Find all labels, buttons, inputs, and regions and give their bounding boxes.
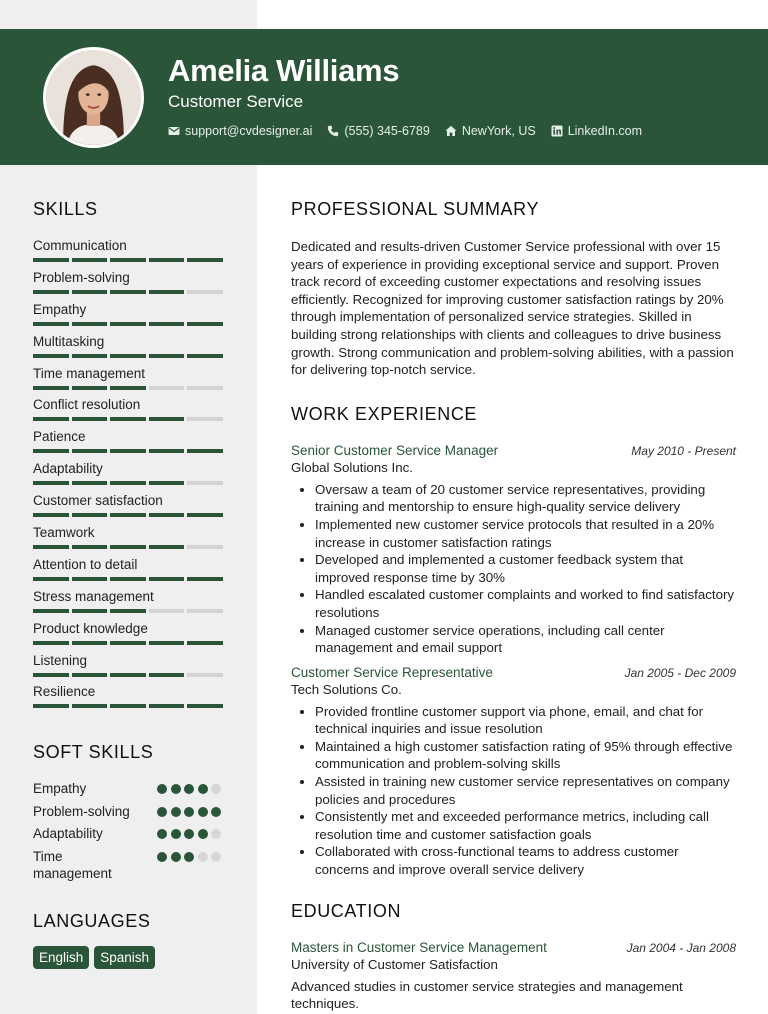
phone-icon bbox=[327, 125, 339, 137]
skill-level-segment bbox=[187, 513, 223, 517]
skill-level-segment bbox=[187, 386, 223, 390]
skill-level-segment bbox=[33, 577, 69, 581]
rating-dot bbox=[198, 807, 208, 817]
skill-level-segment bbox=[72, 481, 108, 485]
soft-skill-name: Empathy bbox=[33, 781, 87, 797]
rating-dot bbox=[211, 807, 221, 817]
contact-location bbox=[445, 124, 536, 138]
skill-level-bar bbox=[33, 322, 223, 326]
skill-item bbox=[33, 461, 223, 493]
skill-level-segment bbox=[33, 354, 69, 358]
skill-level-segment bbox=[110, 673, 146, 677]
skill-level-bar bbox=[33, 704, 223, 708]
skill-level-segment bbox=[33, 481, 69, 485]
skill-level-bar bbox=[33, 417, 223, 421]
education-entry bbox=[291, 940, 736, 1013]
job-bullet: • Developed and implemented a customer feedback system that improved response time by 30% bbox=[315, 551, 736, 586]
rating-dot bbox=[171, 807, 181, 817]
job-title: Customer Service Representative bbox=[291, 664, 493, 680]
skill-item bbox=[33, 238, 223, 270]
skill-name: Adaptability bbox=[33, 461, 103, 477]
main-content bbox=[291, 199, 736, 1013]
job-bullet: • Assisted in training new customer service representatives on company policies and procedures bbox=[315, 773, 736, 808]
skill-level-bar bbox=[33, 354, 223, 358]
soft-skill-name: Adaptability bbox=[33, 826, 103, 842]
soft-skills-list bbox=[33, 780, 223, 883]
skill-level-bar bbox=[33, 481, 223, 485]
profile-photo bbox=[43, 47, 144, 148]
soft-skill-name: Time management bbox=[33, 848, 112, 882]
skill-item bbox=[33, 429, 223, 461]
skill-level-segment bbox=[149, 322, 185, 326]
skill-name: Multitasking bbox=[33, 333, 105, 349]
skill-level-segment bbox=[149, 449, 185, 453]
skill-level-segment bbox=[187, 641, 223, 645]
soft-skills-section bbox=[33, 742, 223, 883]
contact-email[interactable] bbox=[168, 124, 312, 138]
rating-dot bbox=[171, 829, 181, 839]
skill-level-segment bbox=[72, 673, 108, 677]
skill-level-segment bbox=[110, 290, 146, 294]
skill-level-segment bbox=[33, 641, 69, 645]
job-entry bbox=[291, 665, 736, 879]
skill-item bbox=[33, 270, 223, 302]
soft-skill-rating bbox=[157, 852, 223, 862]
job-company: Tech Solutions Co. bbox=[291, 681, 402, 697]
skill-level-segment bbox=[33, 609, 69, 613]
work-experience-section bbox=[291, 404, 736, 879]
skill-level-segment bbox=[72, 641, 108, 645]
skill-level-bar bbox=[33, 609, 223, 613]
languages-list bbox=[33, 946, 223, 969]
contact-linkedin[interactable] bbox=[551, 124, 642, 138]
skill-level-segment bbox=[110, 417, 146, 421]
portrait-illustration bbox=[46, 50, 141, 145]
job-bullet: • Oversaw a team of 20 customer service representatives, providing training and mentorship to ensure high-quality service delivery bbox=[315, 481, 736, 516]
skill-level-segment bbox=[110, 609, 146, 613]
rating-dot bbox=[184, 852, 194, 862]
skill-level-bar bbox=[33, 577, 223, 581]
skill-level-segment bbox=[187, 577, 223, 581]
skill-level-segment bbox=[149, 354, 185, 358]
skill-level-segment bbox=[110, 513, 146, 517]
soft-skill-item bbox=[33, 825, 223, 843]
skill-level-segment bbox=[110, 354, 146, 358]
contact-email-text: support@cvdesigner.ai bbox=[185, 124, 313, 138]
skill-level-segment bbox=[149, 481, 185, 485]
skill-name: Attention to detail bbox=[33, 556, 138, 572]
skill-name: Customer satisfaction bbox=[33, 493, 163, 509]
skill-level-segment bbox=[110, 386, 146, 390]
soft-skill-item bbox=[33, 780, 223, 798]
skill-level-segment bbox=[110, 322, 146, 326]
skill-level-segment bbox=[149, 577, 185, 581]
skill-level-bar bbox=[33, 258, 223, 262]
skill-level-segment bbox=[33, 673, 69, 677]
languages-section bbox=[33, 911, 223, 969]
rating-dot bbox=[211, 784, 221, 794]
skill-level-segment bbox=[149, 609, 185, 613]
skill-item bbox=[33, 589, 223, 621]
skill-name: Product knowledge bbox=[33, 620, 148, 636]
skill-level-segment bbox=[33, 322, 69, 326]
skill-level-segment bbox=[110, 641, 146, 645]
soft-skill-item bbox=[33, 803, 223, 821]
rating-dot bbox=[157, 829, 167, 839]
skills-list bbox=[33, 238, 223, 716]
work-experience-heading: WORK EXPERIENCE bbox=[291, 403, 478, 424]
job-bullets bbox=[291, 703, 736, 879]
skill-level-segment bbox=[149, 673, 185, 677]
skill-item bbox=[33, 684, 223, 716]
skill-level-segment bbox=[72, 577, 108, 581]
job-dates: May 2010 - Present bbox=[631, 443, 736, 458]
rating-dot bbox=[157, 784, 167, 794]
skill-level-segment bbox=[72, 290, 108, 294]
job-bullet: • Provided frontline customer support via phone, email, and chat for technical inquiries and issue resolution bbox=[315, 703, 736, 738]
skill-level-segment bbox=[110, 577, 146, 581]
skill-level-segment bbox=[187, 322, 223, 326]
rating-dot bbox=[171, 852, 181, 862]
skill-level-bar bbox=[33, 290, 223, 294]
email-icon bbox=[168, 125, 180, 137]
rating-dot bbox=[184, 807, 194, 817]
education-heading: EDUCATION bbox=[291, 900, 402, 921]
sidebar bbox=[33, 199, 223, 969]
skill-level-segment bbox=[187, 481, 223, 485]
skill-level-segment bbox=[149, 704, 185, 708]
skill-name: Teamwork bbox=[33, 525, 95, 541]
contact-location-text: NewYork, US bbox=[461, 124, 536, 138]
skill-name: Listening bbox=[33, 652, 88, 668]
job-bullet: • Managed customer service operations, including call center management and email support bbox=[315, 622, 736, 657]
skill-level-segment bbox=[110, 545, 146, 549]
rating-dot bbox=[184, 784, 194, 794]
job-bullet: • Consistently met and exceeded performance metrics, including call resolution time and customer satisfaction goals bbox=[315, 808, 736, 843]
skill-level-segment bbox=[33, 449, 69, 453]
skill-level-segment bbox=[187, 609, 223, 613]
skill-level-segment bbox=[33, 258, 69, 262]
degree-title: Masters in Customer Service Management bbox=[291, 939, 547, 955]
skill-item bbox=[33, 302, 223, 334]
skill-level-bar bbox=[33, 513, 223, 517]
skill-level-bar bbox=[33, 641, 223, 645]
skill-level-segment bbox=[72, 545, 108, 549]
soft-skill-name: Problem-solving bbox=[33, 803, 130, 819]
job-bullet: • Handled escalated customer complaints and worked to find satisfactory resolutions bbox=[315, 586, 736, 621]
skill-item bbox=[33, 334, 223, 366]
skill-item bbox=[33, 493, 223, 525]
skill-level-segment bbox=[149, 417, 185, 421]
skill-level-segment bbox=[187, 290, 223, 294]
skill-name: Conflict resolution bbox=[33, 397, 141, 413]
languages-heading: LANGUAGES bbox=[33, 910, 151, 931]
skill-level-segment bbox=[149, 545, 185, 549]
rating-dot bbox=[198, 829, 208, 839]
skill-level-segment bbox=[72, 386, 108, 390]
skill-level-segment bbox=[187, 673, 223, 677]
education-dates: Jan 2004 - Jan 2008 bbox=[626, 940, 736, 955]
rating-dot bbox=[184, 829, 194, 839]
job-company: Global Solutions Inc. bbox=[291, 459, 413, 475]
skill-name: Patience bbox=[33, 429, 86, 445]
rating-dot bbox=[198, 852, 208, 862]
skill-level-segment bbox=[187, 417, 223, 421]
rating-dot bbox=[157, 852, 167, 862]
job-bullet: • Maintained a high customer satisfaction rating of 95% through effective communication and problem-solving skills bbox=[315, 738, 736, 773]
skill-level-segment bbox=[33, 545, 69, 549]
skill-level-segment bbox=[72, 354, 108, 358]
summary-text: Dedicated and results-driven Customer Service professional with over 15 years of experience in providing exceptional service and support. Proven track record of exceeding customer expectations and resolving issues efficiently. Recognized for improving customer satisfaction ratings by 20% through implementation of personalized service strategies. Skilled in building strong relationships with clients and colleagues to drive business growth. Strong communication and problem-solving abilities, with a passion for delivering top-notch service. bbox=[291, 239, 734, 378]
skill-name: Time management bbox=[33, 365, 146, 381]
skill-level-segment bbox=[187, 704, 223, 708]
skill-name: Stress management bbox=[33, 588, 154, 604]
skill-item bbox=[33, 366, 223, 398]
skill-level-segment bbox=[110, 449, 146, 453]
skill-level-segment bbox=[72, 513, 108, 517]
soft-skill-rating bbox=[157, 807, 223, 817]
soft-skill-rating bbox=[157, 829, 223, 839]
rating-dot bbox=[211, 829, 221, 839]
skill-level-segment bbox=[149, 386, 185, 390]
skill-level-segment bbox=[149, 290, 185, 294]
skill-level-segment bbox=[72, 449, 108, 453]
contact-phone[interactable] bbox=[327, 124, 429, 138]
contact-linkedin-text: LinkedIn.com bbox=[567, 124, 643, 138]
soft-skills-heading: SOFT SKILLS bbox=[33, 742, 154, 763]
skill-item bbox=[33, 397, 223, 429]
language-badge: English bbox=[33, 946, 89, 969]
candidate-title: Customer Service bbox=[168, 92, 304, 111]
contact-phone-text: (555) 345-6789 bbox=[344, 124, 430, 138]
job-entry bbox=[291, 443, 736, 657]
skill-level-bar bbox=[33, 673, 223, 677]
job-title: Senior Customer Service Manager bbox=[291, 442, 499, 458]
skill-level-segment bbox=[72, 704, 108, 708]
skill-level-segment bbox=[149, 641, 185, 645]
skill-item bbox=[33, 621, 223, 653]
soft-skill-rating bbox=[157, 784, 223, 794]
school-name: University of Customer Satisfaction bbox=[291, 956, 498, 972]
skill-level-segment bbox=[187, 545, 223, 549]
skill-level-segment bbox=[72, 417, 108, 421]
summary-heading: PROFESSIONAL SUMMARY bbox=[291, 199, 540, 219]
skill-level-bar bbox=[33, 545, 223, 549]
rating-dot bbox=[157, 807, 167, 817]
skill-level-segment bbox=[33, 513, 69, 517]
job-bullet: • Collaborated with cross-functional teams to address customer concerns and improve overall service delivery bbox=[315, 843, 736, 878]
rating-dot bbox=[198, 784, 208, 794]
skill-item bbox=[33, 653, 223, 685]
skills-heading: SKILLS bbox=[33, 199, 98, 219]
skill-item bbox=[33, 525, 223, 557]
skill-name: Problem-solving bbox=[33, 269, 130, 285]
skill-item bbox=[33, 557, 223, 589]
skill-level-segment bbox=[33, 386, 69, 390]
skill-level-segment bbox=[187, 258, 223, 262]
skill-level-bar bbox=[33, 386, 223, 390]
skill-level-segment bbox=[187, 354, 223, 358]
rating-dot bbox=[211, 852, 221, 862]
skill-level-segment bbox=[110, 481, 146, 485]
language-badge: Spanish bbox=[94, 946, 155, 969]
skill-level-segment bbox=[72, 258, 108, 262]
skill-level-segment bbox=[72, 609, 108, 613]
candidate-name: Amelia Williams bbox=[168, 53, 400, 88]
job-bullet: • Implemented new customer service protocols that resulted in a 20% increase in customer satisfaction ratings bbox=[315, 516, 736, 551]
linkedin-icon bbox=[551, 125, 563, 137]
job-dates: Jan 2005 - Dec 2009 bbox=[624, 665, 736, 680]
skill-level-segment bbox=[33, 704, 69, 708]
skill-name: Empathy bbox=[33, 301, 87, 317]
skill-level-segment bbox=[187, 449, 223, 453]
home-icon bbox=[445, 125, 457, 137]
skill-level-segment bbox=[149, 258, 185, 262]
skill-level-segment bbox=[72, 322, 108, 326]
contact-bar bbox=[168, 124, 642, 138]
skill-name: Resilience bbox=[33, 684, 96, 700]
skill-level-segment bbox=[110, 258, 146, 262]
skill-level-segment bbox=[33, 417, 69, 421]
job-bullets bbox=[291, 481, 736, 657]
education-section bbox=[291, 901, 736, 1013]
skill-level-segment bbox=[33, 290, 69, 294]
rating-dot bbox=[171, 784, 181, 794]
skill-name: Communication bbox=[33, 238, 127, 253]
soft-skill-item bbox=[33, 848, 223, 883]
education-description: Advanced studies in customer service strategies and management techniques. bbox=[291, 978, 683, 1012]
skill-level-segment bbox=[110, 704, 146, 708]
skill-level-segment bbox=[149, 513, 185, 517]
skill-level-bar bbox=[33, 449, 223, 453]
